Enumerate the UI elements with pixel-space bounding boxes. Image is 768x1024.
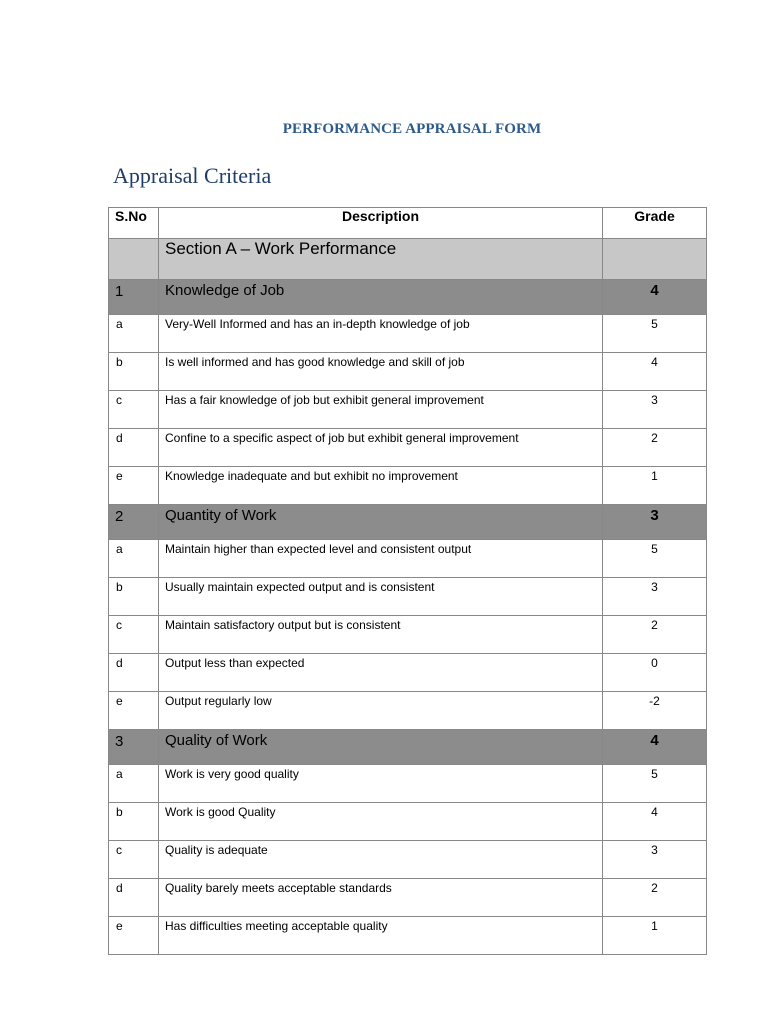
- item-description: Confine to a specific aspect of job but exhibit general improvement: [159, 429, 603, 467]
- item-sno: b: [109, 353, 159, 391]
- item-sno: d: [109, 879, 159, 917]
- item-sno: d: [109, 654, 159, 692]
- section-row: [109, 239, 707, 280]
- item-grade: 2: [603, 616, 707, 654]
- item-sno: e: [109, 917, 159, 955]
- table-row: [109, 841, 707, 879]
- item-grade: 3: [603, 841, 707, 879]
- header-grade: Grade: [603, 208, 707, 239]
- item-description: Quality barely meets acceptable standards: [159, 879, 603, 917]
- item-sno: a: [109, 765, 159, 803]
- item-grade: 5: [603, 765, 707, 803]
- item-description: Quality is adequate: [159, 841, 603, 879]
- group-sno: 3: [109, 730, 159, 765]
- item-sno: d: [109, 429, 159, 467]
- item-sno: a: [109, 540, 159, 578]
- table-row: [109, 616, 707, 654]
- table-row: [109, 578, 707, 616]
- item-description: Work is good Quality: [159, 803, 603, 841]
- item-description: Has a fair knowledge of job but exhibit general improvement: [159, 391, 603, 429]
- item-sno: c: [109, 616, 159, 654]
- item-grade: 1: [603, 467, 707, 505]
- item-description: Has difficulties meeting acceptable quality: [159, 917, 603, 955]
- item-grade: 2: [603, 879, 707, 917]
- table-row: [109, 879, 707, 917]
- table-row: [109, 467, 707, 505]
- table-row: [109, 540, 707, 578]
- item-grade: 2: [603, 429, 707, 467]
- appraisal-criteria-table: [108, 207, 707, 955]
- criteria-group-row: [109, 280, 707, 315]
- item-sno: c: [109, 391, 159, 429]
- item-sno: c: [109, 841, 159, 879]
- table-row: [109, 391, 707, 429]
- item-sno: a: [109, 315, 159, 353]
- table-row: [109, 692, 707, 730]
- item-description: Output less than expected: [159, 654, 603, 692]
- item-description: Usually maintain expected output and is consistent: [159, 578, 603, 616]
- item-grade: 3: [603, 391, 707, 429]
- item-sno: b: [109, 578, 159, 616]
- table-row: [109, 353, 707, 391]
- item-grade: -2: [603, 692, 707, 730]
- group-sno: 1: [109, 280, 159, 315]
- item-grade: 4: [603, 803, 707, 841]
- group-grade: 4: [603, 730, 707, 765]
- header-sno: S.No: [109, 208, 159, 239]
- table-header-row: [109, 208, 707, 239]
- section-title: Section A – Work Performance: [159, 239, 603, 280]
- table-row: [109, 429, 707, 467]
- item-grade: 1: [603, 917, 707, 955]
- group-grade: 3: [603, 505, 707, 540]
- group-title: Knowledge of Job: [159, 280, 603, 315]
- form-title: PERFORMANCE APPRAISAL FORM: [282, 121, 542, 137]
- item-sno: e: [109, 692, 159, 730]
- item-description: Is well informed and has good knowledge and skill of job: [159, 353, 603, 391]
- table-row: [109, 803, 707, 841]
- item-sno: e: [109, 467, 159, 505]
- table-row: [109, 917, 707, 955]
- section-grade-cell: [603, 239, 707, 280]
- item-description: Output regularly low: [159, 692, 603, 730]
- item-grade: 0: [603, 654, 707, 692]
- item-grade: 5: [603, 315, 707, 353]
- item-description: Maintain higher than expected level and consistent output: [159, 540, 603, 578]
- group-sno: 2: [109, 505, 159, 540]
- group-grade: 4: [603, 280, 707, 315]
- group-title: Quantity of Work: [159, 505, 603, 540]
- section-sno-cell: [109, 239, 159, 280]
- item-description: Knowledge inadequate and but exhibit no improvement: [159, 467, 603, 505]
- table-row: [109, 315, 707, 353]
- criteria-group-row: [109, 730, 707, 765]
- table-row: [109, 765, 707, 803]
- item-grade: 3: [603, 578, 707, 616]
- header-description: Description: [159, 208, 603, 239]
- criteria-group-row: [109, 505, 707, 540]
- item-description: Work is very good quality: [159, 765, 603, 803]
- item-sno: b: [109, 803, 159, 841]
- table-row: [109, 654, 707, 692]
- item-description: Maintain satisfactory output but is consistent: [159, 616, 603, 654]
- item-description: Very-Well Informed and has an in-depth knowledge of job: [159, 315, 603, 353]
- group-title: Quality of Work: [159, 730, 603, 765]
- appraisal-criteria-heading: Appraisal Criteria: [113, 163, 272, 188]
- item-grade: 4: [603, 353, 707, 391]
- item-grade: 5: [603, 540, 707, 578]
